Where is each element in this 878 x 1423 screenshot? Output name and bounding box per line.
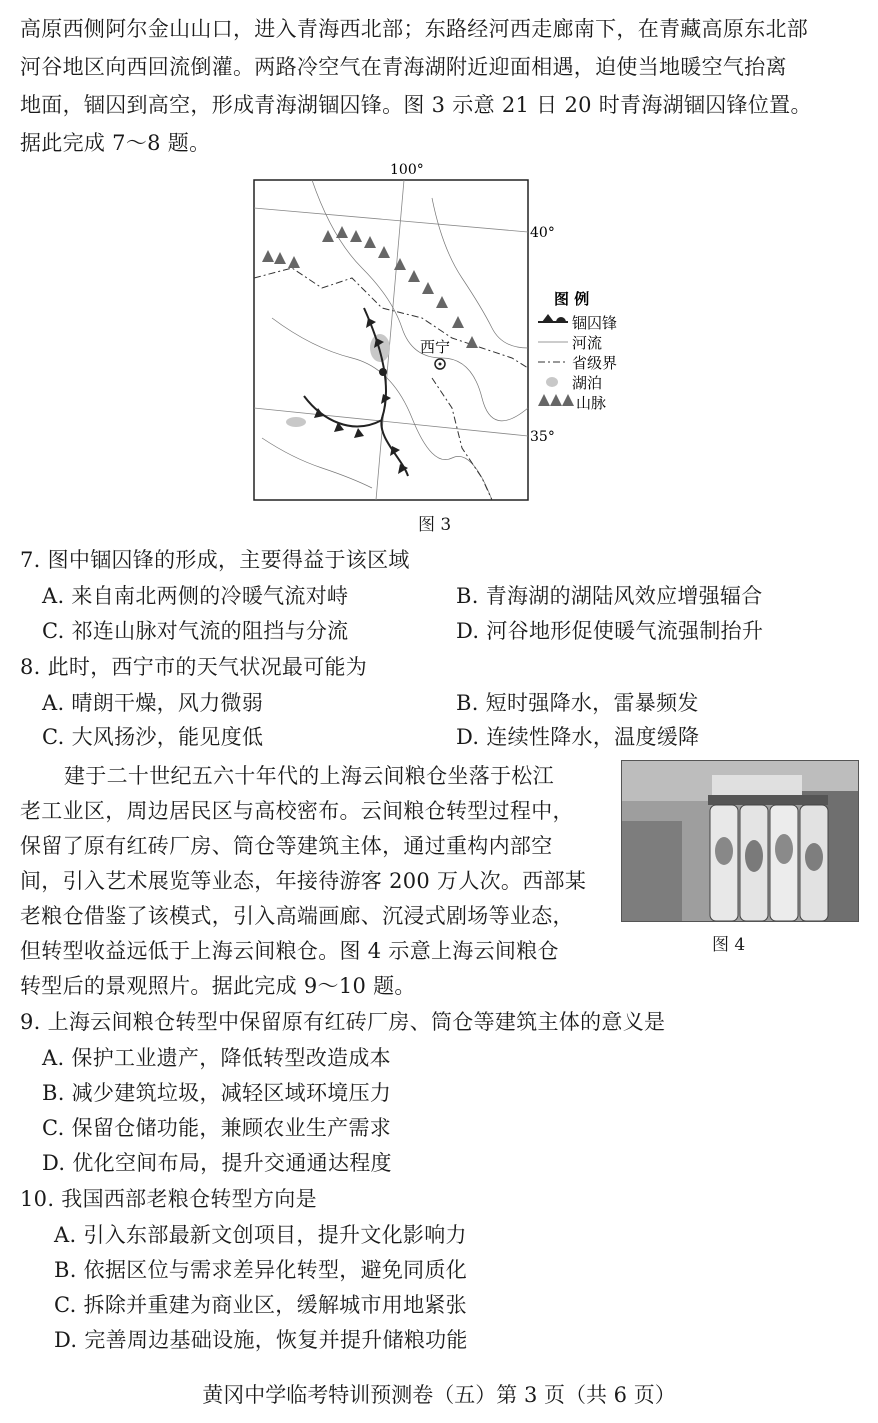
q9-option-b: B. 减少建筑垃圾，减轻区域环境压力 <box>42 1081 392 1105</box>
passage2-line-3: 保留了原有红砖厂房、筒仓等建筑主体，通过重构内部空 <box>20 834 553 858</box>
passage2-line-2: 老工业区，周边居民区与高校密布。云间粮仓转型过程中， <box>20 799 574 823</box>
latitude-bottom-label: 35° <box>530 429 555 445</box>
q10-option-a: A. 引入东部最新文创项目，提升文化影响力 <box>54 1223 467 1247</box>
q9-stem: 9. 上海云间粮仓转型中保留原有红砖厂房、筒仓等建筑主体的意义是 <box>20 1010 666 1034</box>
legend-mountain: 山脉 <box>576 394 607 412</box>
q7-option-b: B. 青海湖的湖陆风效应增强辐合 <box>456 584 763 608</box>
q7-option-a: A. 来自南北两侧的冷暖气流对峙 <box>42 584 349 608</box>
q10-option-d: D. 完善周边基础设施，恢复并提升储粮功能 <box>54 1328 468 1352</box>
q8-option-b: B. 短时强降水，雷暴频发 <box>456 691 699 715</box>
q7-stem: 7. 图中锢囚锋的形成，主要得益于该区域 <box>20 548 410 572</box>
intro-line-2: 河谷地区向西回流倒灌。两路冷空气在青海湖附近迎面相遇，迫使当地暖空气抬离 <box>20 55 787 79</box>
intro-line-3: 地面，锢囚到高空，形成青海湖锢囚锋。图 3 示意 21 日 20 时青海湖锢囚锋位置。 <box>20 93 812 117</box>
q8-option-c: C. 大风扬沙，能见度低 <box>42 725 264 749</box>
lake-2 <box>286 417 306 427</box>
figure3-caption: 图 3 <box>418 515 452 535</box>
q10-stem: 10. 我国西部老粮仓转型方向是 <box>20 1187 317 1211</box>
longitude-label: 100° <box>390 162 424 178</box>
q8-stem: 8. 此时，西宁市的天气状况最可能为 <box>20 655 368 679</box>
q10-option-c: C. 拆除并重建为商业区，缓解城市用地紧张 <box>54 1293 467 1317</box>
passage2-line-1: 建于二十世纪五六十年代的上海云间粮仓坐落于松江 <box>64 764 554 788</box>
latitude-top-label: 40° <box>530 225 555 241</box>
figure4-photo <box>621 760 859 922</box>
q7-option-c: C. 祁连山脉对气流的阻挡与分流 <box>42 619 349 643</box>
intro-line-1: 高原西侧阿尔金山山口，进入青海西北部；东路经河西走廊南下，在青藏高原东北部 <box>20 17 809 41</box>
passage2-line-6: 但转型收益远低于上海云间粮仓。图 4 示意上海云间粮仓 <box>20 939 559 963</box>
legend-boundary: 省级界 <box>572 354 618 372</box>
legend-lake-symbol <box>546 377 558 387</box>
figure3-map <box>252 158 652 510</box>
passage2-line-4: 间，引入艺术展览等业态，年接待游客 200 万人次。西部某 <box>20 869 587 893</box>
legend-lake: 湖泊 <box>572 374 603 392</box>
xining-label: 西宁 <box>420 338 451 356</box>
legend-river: 河流 <box>572 334 603 352</box>
intro-line-4: 据此完成 7～8 题。 <box>20 131 211 155</box>
q8-option-d: D. 连续性降水，温度缓降 <box>456 725 700 749</box>
legend-mountain-symbol <box>538 394 574 406</box>
q10-option-b: B. 依据区位与需求差异化转型，避免同质化 <box>54 1258 468 1282</box>
legend-title: 图 例 <box>554 290 590 308</box>
passage2-line-7: 转型后的景观照片。据此完成 9～10 题。 <box>20 974 416 998</box>
page-footer: 黄冈中学临考特训预测卷（五）第 3 页（共 6 页） <box>202 1383 676 1407</box>
q9-option-a: A. 保护工业遗产，降低转型改造成本 <box>42 1046 391 1070</box>
q9-option-c: C. 保留仓储功能，兼顾农业生产需求 <box>42 1116 392 1140</box>
silo-photo-illustration <box>622 761 858 921</box>
q8-option-a: A. 晴朗干燥，风力微弱 <box>42 691 264 715</box>
passage2-line-5: 老粮仓借鉴了该模式，引入高端画廊、沉浸式剧场等业态， <box>20 904 574 928</box>
legend-front-symbol <box>538 314 568 322</box>
legend-front: 锢囚锋 <box>572 314 618 332</box>
figure4-caption: 图 4 <box>712 935 746 955</box>
q7-option-d: D. 河谷地形促使暖气流强制抬升 <box>456 619 764 643</box>
q9-option-d: D. 优化空间布局，提升交通通达程度 <box>42 1151 392 1175</box>
